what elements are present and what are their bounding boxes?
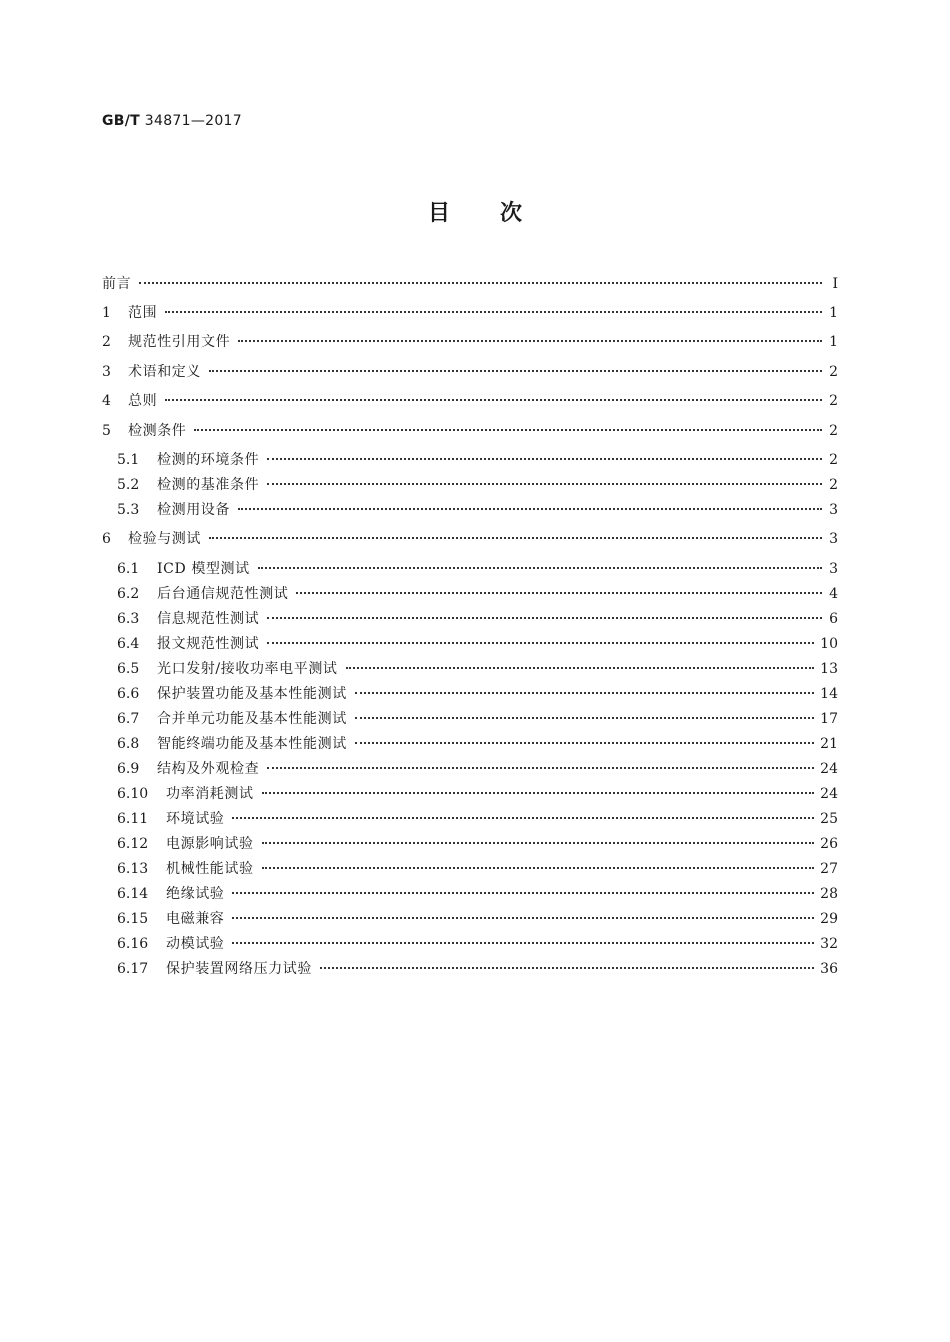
toc-page-number: 32 [820, 936, 838, 952]
toc-page-number: 24 [820, 786, 838, 802]
toc-dot-leader [262, 842, 815, 844]
toc-page-number: 24 [820, 761, 838, 777]
toc-entry[interactable] [117, 710, 838, 728]
toc-entry[interactable] [117, 935, 838, 953]
toc-entry-title: ICD 模型测试 [157, 561, 250, 577]
toc-entry[interactable] [117, 910, 838, 928]
toc-entry-number: 6.5 [117, 661, 140, 677]
toc-entry-number: 6.13 [117, 861, 149, 877]
toc-entry-title: 保护装置功能及基本性能测试 [157, 686, 347, 702]
toc-entry-number: 5.3 [117, 502, 140, 518]
toc-entry-title: 智能终端功能及基本性能测试 [157, 736, 347, 752]
toc-entry[interactable] [117, 785, 838, 803]
standard-number: 34871—2017 [144, 113, 242, 129]
toc-dot-leader [232, 892, 814, 894]
toc-page-number: 17 [820, 711, 838, 727]
toc-page-number: 2 [829, 423, 838, 439]
toc-page-number: 21 [820, 736, 838, 752]
toc-entry[interactable] [102, 392, 838, 410]
toc-entry[interactable] [117, 635, 838, 653]
toc-dot-leader [320, 967, 814, 969]
toc-dot-leader [355, 742, 814, 744]
toc-page-number: 13 [820, 661, 838, 677]
toc-entry-title: 结构及外观检查 [157, 761, 260, 777]
toc-entry-title: 规范性引用文件 [128, 334, 231, 350]
toc-page-number: 4 [829, 586, 838, 602]
toc-entry[interactable] [117, 760, 838, 778]
toc-entry[interactable] [117, 860, 838, 878]
toc-entry[interactable] [117, 501, 838, 519]
toc-entry[interactable] [117, 660, 838, 678]
toc-entry-number: 6.10 [117, 786, 149, 802]
toc-page-number: 6 [829, 611, 838, 627]
toc-entry[interactable] [102, 304, 838, 322]
toc-entry-title: 范围 [128, 305, 158, 321]
toc-dot-leader [232, 942, 814, 944]
toc-dot-leader [258, 567, 822, 569]
toc-entry[interactable] [117, 685, 838, 703]
toc-entry[interactable] [117, 735, 838, 753]
toc-entry-title: 检测的基准条件 [157, 477, 260, 493]
toc-entry[interactable] [102, 530, 838, 548]
toc-entry[interactable] [117, 610, 838, 628]
toc-entry-number: 6.3 [117, 611, 140, 627]
toc-entry-title: 机械性能试验 [166, 861, 254, 877]
toc-entry-number: 6.12 [117, 836, 149, 852]
toc-page-number: 2 [829, 452, 838, 468]
toc-entry[interactable] [117, 585, 838, 603]
toc-entry-number: 6.8 [117, 736, 140, 752]
toc-entry[interactable] [102, 333, 838, 351]
toc-dot-leader [262, 867, 815, 869]
toc-dot-leader [267, 483, 822, 485]
toc-entry-number: 6.17 [117, 961, 149, 977]
toc-entry-title: 绝缘试验 [166, 886, 225, 902]
toc-entry-number: 5.2 [117, 477, 140, 493]
toc-entry-title: 后台通信规范性测试 [157, 586, 289, 602]
toc-page-number: 3 [829, 561, 838, 577]
toc-entry-number: 6.11 [117, 811, 149, 827]
toc-entry-number: 6.14 [117, 886, 149, 902]
toc-entry-title: 动模试验 [166, 936, 225, 952]
toc-entry-title: 检验与测试 [128, 531, 201, 547]
toc-dot-leader [194, 429, 822, 431]
toc-entry-title: 检测的环境条件 [157, 452, 260, 468]
toc-page-number: 1 [829, 334, 838, 350]
toc-dot-leader [232, 917, 814, 919]
toc-page-number: 27 [820, 861, 838, 877]
toc-entry[interactable] [117, 885, 838, 903]
toc-entry[interactable] [117, 451, 838, 469]
toc-entry-number: 6.2 [117, 586, 140, 602]
toc-entry-title: 合并单元功能及基本性能测试 [157, 711, 347, 727]
toc-entry-title: 电源影响试验 [166, 836, 254, 852]
toc-page-number: 26 [820, 836, 838, 852]
toc-dot-leader [232, 817, 814, 819]
toc-dot-leader [209, 370, 822, 372]
standard-prefix: GB/T [102, 113, 141, 129]
toc-page-number: 29 [820, 911, 838, 927]
toc-page-number: 25 [820, 811, 838, 827]
toc-page-number: 1 [829, 305, 838, 321]
toc-entry-title: 术语和定义 [128, 364, 201, 380]
toc-entry[interactable] [102, 275, 838, 293]
toc-dot-leader [165, 399, 822, 401]
toc-dot-leader [267, 458, 822, 460]
toc-entry-title: 前言 [102, 276, 132, 292]
toc-page-number: 3 [829, 531, 838, 547]
toc-entry-title: 光口发射/接收功率电平测试 [157, 661, 338, 677]
toc-dot-leader [165, 311, 822, 313]
toc-dot-leader [139, 282, 822, 284]
toc-dot-leader [296, 592, 822, 594]
toc-entry-number: 6 [102, 531, 111, 547]
toc-entry-number: 6.6 [117, 686, 140, 702]
toc-dot-leader [209, 537, 822, 539]
toc-entry-number: 6.4 [117, 636, 140, 652]
toc-entry-title: 信息规范性测试 [157, 611, 260, 627]
toc-page-number: 2 [829, 364, 838, 380]
toc-entry-title: 环境试验 [166, 811, 225, 827]
toc-entry-number: 6.1 [117, 561, 140, 577]
toc-dot-leader [238, 508, 822, 510]
toc-dot-leader [355, 717, 814, 719]
toc-entry[interactable] [117, 560, 838, 578]
toc-entry-number: 6.9 [117, 761, 140, 777]
toc-entry[interactable] [117, 960, 838, 978]
toc-entry-number: 2 [102, 334, 111, 350]
toc-dot-leader [267, 767, 814, 769]
toc-entry[interactable] [117, 476, 838, 494]
toc-page-number: 28 [820, 886, 838, 902]
toc-page-number: 14 [820, 686, 838, 702]
toc-page-number: 2 [829, 393, 838, 409]
toc-page-number: 3 [829, 502, 838, 518]
toc-entry-number: 3 [102, 364, 111, 380]
toc-entry-title: 检测用设备 [157, 502, 230, 518]
toc-entry[interactable] [117, 835, 838, 853]
toc-entry-number: 6.15 [117, 911, 149, 927]
toc-dot-leader [267, 617, 822, 619]
toc-entry-title: 保护装置网络压力试验 [166, 961, 312, 977]
toc-entry-title: 总则 [128, 393, 158, 409]
toc-entry[interactable] [117, 810, 838, 828]
toc-dot-leader [238, 340, 822, 342]
toc-entry-title: 报文规范性测试 [157, 636, 260, 652]
standard-code [102, 113, 242, 129]
toc-entry-number: 6.16 [117, 936, 149, 952]
toc-entry[interactable] [102, 422, 838, 440]
toc-dot-leader [262, 792, 815, 794]
toc-page-number: 2 [829, 477, 838, 493]
toc-dot-leader [267, 642, 814, 644]
toc-entry-number: 4 [102, 393, 111, 409]
toc-entry-number: 1 [102, 305, 111, 321]
toc-dot-leader [346, 667, 815, 669]
toc-page-number: Ⅰ [832, 276, 838, 292]
toc-entry-number: 5 [102, 423, 111, 439]
toc-title: 目次 [427, 201, 572, 226]
toc-entry-title: 功率消耗测试 [166, 786, 254, 802]
toc-page-number: 10 [820, 636, 838, 652]
toc-entry-title: 电磁兼容 [166, 911, 225, 927]
toc-entry-number: 5.1 [117, 452, 140, 468]
toc-entry-title: 检测条件 [128, 423, 187, 439]
toc-entry[interactable] [102, 363, 838, 381]
toc-entry-number: 6.7 [117, 711, 140, 727]
toc-dot-leader [355, 692, 814, 694]
toc-page-number: 36 [820, 961, 838, 977]
